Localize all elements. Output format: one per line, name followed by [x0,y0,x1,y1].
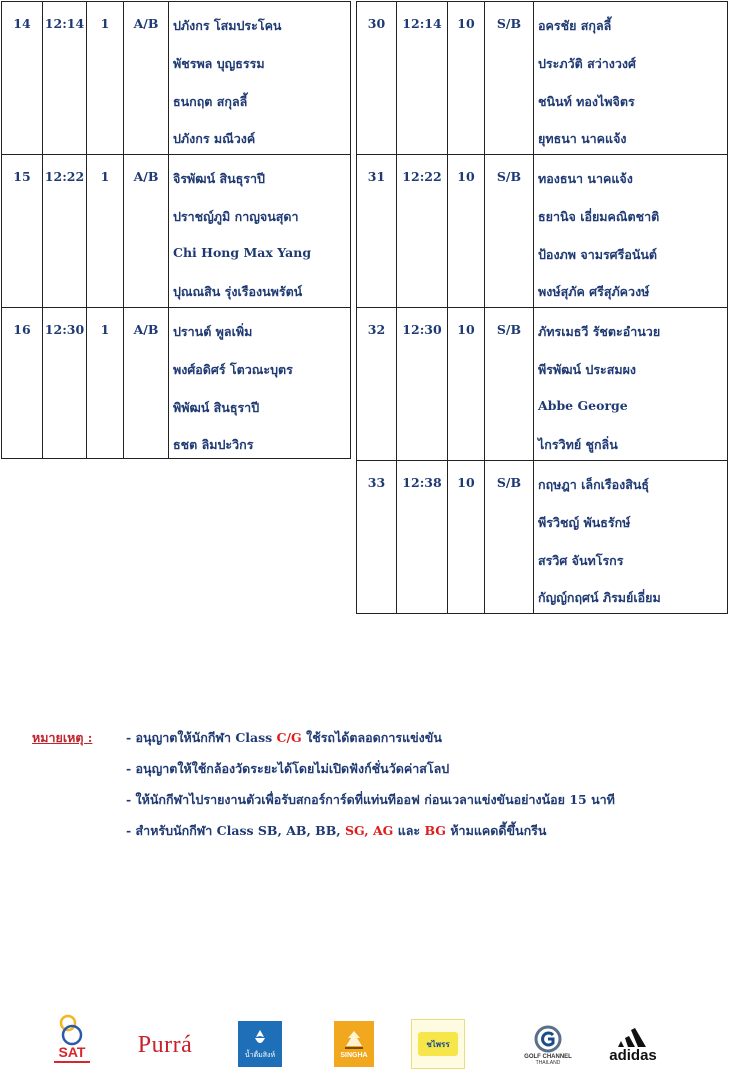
group-number: 30 [367,16,386,31]
note-text: ห้ามแคดดี้ขึ้นกรีน [445,823,547,838]
player-class: A/B [133,16,159,31]
purra-logo-text: Purrá [137,1031,193,1058]
starting-hole: 10 [457,475,475,490]
player-name: ปรานต์ พูลเพิ่ม [173,324,253,339]
sponsor-5-logo-text: ชไพรร [426,1039,450,1049]
player-name: ธยานิจ เอี่ยมคณิตชาติ [538,209,660,224]
group-number: 14 [13,16,31,31]
player-list [534,308,727,460]
group-number-cell [2,155,43,307]
starting-hole-cell [448,155,485,307]
group-row [2,2,350,155]
group-number: 31 [367,169,386,184]
starting-hole: 1 [100,322,110,337]
tee-sheet-right [356,1,728,614]
player-name: ชนินท์ ทองไพจิตร [538,94,635,109]
tee-time-cell [397,2,448,154]
starting-hole: 1 [100,16,110,31]
player-name: ปุณณสิน รุ่งเรืองนพรัตน์ [173,284,303,299]
note-highlight: SG, AG [345,823,394,838]
group-number-cell [2,308,43,458]
starting-hole-cell [448,308,485,460]
class-cell [485,461,534,613]
player-name: ป้องภพ จามรศรีอนันต์ [538,247,658,262]
player-class: S/B [496,16,522,31]
player-name: พัชรพล บุญธรรม [173,56,265,71]
group-number: 16 [13,322,31,337]
player-class: A/B [133,169,159,184]
player-name: ประภวัติ สว่างวงศ์ [538,56,636,71]
tee-time-cell [397,308,448,460]
player-name: พงศ์อดิศร์ โตวณะบุตร [173,362,293,377]
starting-hole-cell [448,2,485,154]
singha-water-logo-text: น้ำดื่มสิงห์ [244,1050,276,1059]
player-name: พิพัฒน์ สินธุราปี [173,400,260,415]
group-number-cell [357,461,397,613]
note-text: - อนุญาตให้นักกีฬา Class [126,730,277,745]
singha-logo [334,1021,374,1067]
player-list [169,308,350,458]
player-name: ธนกฤต สกุลลี้ [173,94,248,109]
group-number: 15 [13,169,31,184]
tee-time: 12:30 [44,322,85,337]
player-name: พงษ์สุภัค ศรีสุภัควงษ์ [538,284,650,299]
group-row [357,461,727,613]
player-name: กฤษฎา เล็กเรืองสินธุ์ [538,477,650,492]
sponsor-5-logo [411,1019,465,1069]
class-cell [485,155,534,307]
class-cell [485,308,534,460]
player-class: S/B [496,475,522,490]
player-name: ปภังกร มณีวงค์ [173,131,256,146]
note-line-4 [126,821,546,841]
player-name: ไกรวิทย์ ชูกลิ่น [538,437,618,452]
sat-logo-text: SAT [58,1044,86,1060]
player-name: Abbe George [538,398,628,413]
tee-time: 12:22 [402,169,442,184]
group-number-cell [357,308,397,460]
player-list [534,461,727,613]
golf-channel-logo [520,1019,576,1071]
player-list [534,2,727,154]
golf-channel-logo-text: GOLF CHANNEL [524,1054,572,1060]
group-number: 32 [367,322,386,337]
player-name: พีรวิชญ์ พันธรักษ์ [538,515,631,530]
note-highlight: BG [424,823,446,838]
note-text: - สำหรับนักกีฬา Class SB, AB, BB, [126,823,345,838]
player-name: ทองธนา นาคแจ้ง [538,171,633,186]
starting-hole-cell [87,308,124,458]
group-number-cell [357,2,397,154]
player-list [534,155,727,307]
sat-logo [48,1013,96,1069]
player-list [169,155,350,307]
player-class: S/B [496,169,522,184]
starting-hole: 1 [100,169,110,184]
group-row [2,308,350,458]
player-name: สรวิศ จันทโรกร [538,553,624,568]
tee-time-cell [43,308,87,458]
note-text: และ [393,823,425,838]
group-number: 33 [367,475,386,490]
tee-time: 12:30 [402,322,442,337]
group-row [2,155,350,308]
player-list [169,2,350,154]
singha-logo-text: SINGHA [340,1051,368,1059]
starting-hole-cell [448,461,485,613]
tee-time: 12:38 [402,475,442,490]
tee-time-cell [43,2,87,154]
player-name: ปภังกร โสมประโคน [173,18,282,33]
player-name: ยุทธนา นาคแจ้ง [538,131,627,146]
starting-hole: 10 [457,322,475,337]
tee-time: 12:14 [44,16,85,31]
starting-hole-cell [87,2,124,154]
class-cell [124,2,169,154]
tee-time: 12:22 [44,169,85,184]
tee-time-cell [397,461,448,613]
tee-time: 12:14 [402,16,442,31]
starting-hole: 10 [457,16,475,31]
tee-time-cell [43,155,87,307]
group-row [357,308,727,461]
note-highlight: C/G [276,730,302,745]
adidas-logo-text: adidas [609,1046,657,1064]
class-cell [124,308,169,458]
player-name: ภัทรเมธวี รัชตะอำนวย [538,324,661,339]
group-row [357,2,727,155]
group-row [357,155,727,308]
player-name: กัญญ์กฤศน์ ภิรมย์เอี่ยม [538,590,661,605]
notes-title: หมายเหตุ : [32,730,93,745]
note-line-3: - ให้นักกีฬาไปรายงานตัวเพื่อรับสกอร์การ์ดที่แท่นทีออฟ ก่อนเวลาแข่งขันอย่างน้อย 15 นาที [126,792,615,807]
tee-sheet-left [1,1,351,459]
starting-hole-cell [87,155,124,307]
player-name: ปราชญ์ภูมิ กาญจนสุดา [173,209,299,224]
player-class: S/B [496,322,522,337]
class-cell [485,2,534,154]
player-name: Chi Hong Max Yang [173,245,312,260]
player-name: ธชต ลิมปะวิกร [173,437,254,452]
group-number-cell [357,155,397,307]
group-number-cell [2,2,43,154]
purra-logo [126,1029,204,1061]
player-name: จิรพัฒน์ สินธุราปี [173,171,265,186]
player-name: อครชัย สกุลลี้ [538,18,612,33]
tee-time-cell [397,155,448,307]
golf-channel-logo-subtext: THAILAND [535,1060,561,1066]
class-cell [124,155,169,307]
starting-hole: 10 [457,169,475,184]
adidas-logo [598,1019,668,1069]
singha-water-logo [238,1021,282,1067]
player-class: A/B [133,322,159,337]
note-line-1 [126,728,442,748]
note-line-2: - อนุญาตให้ใช้กล้องวัดระยะได้โดยไม่เปิดฟังก์ชั่นวัดค่าสโลป [126,761,450,776]
sponsor-bar [0,1005,729,1075]
note-text: ใช้รถได้ตลอดการแข่งขัน [301,730,442,745]
player-name: พีรพัฒน์ ประสมผง [538,362,637,377]
